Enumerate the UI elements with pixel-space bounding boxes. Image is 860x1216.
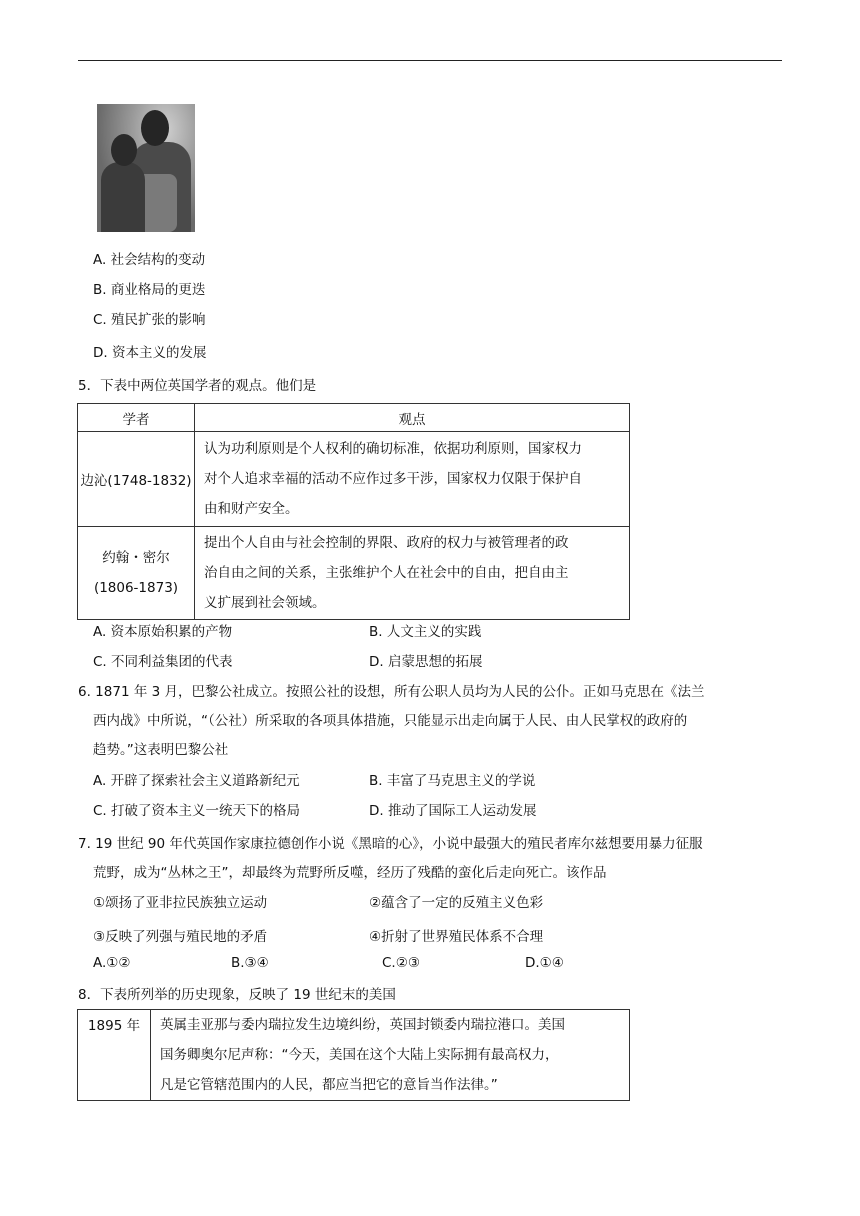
q5-row2-view-line: 提出个人自由与社会控制的界限、政府的权力与被管理者的政 — [204, 535, 569, 551]
q7-option-a: A.①② — [93, 955, 131, 971]
q4-option-a: A. 社会结构的变动 — [93, 252, 206, 268]
q6-option-d: D. 推动了国际工人运动发展 — [369, 803, 537, 819]
q5-row1-scholar: 边沁(1748-1832) — [78, 432, 195, 527]
q5-row1-view — [195, 432, 630, 527]
q5-row2-scholar-years: (1806-1873) — [93, 580, 179, 596]
q5-row2-scholar — [78, 527, 195, 620]
q6-stem-line: 6. 1871 年 3 月，巴黎公社成立。按照公社的设想，所有公职人员均为人民的公仆。正如马克思在《法兰 — [78, 684, 705, 700]
q6-stem-line: 趋势。”这表明巴黎公社 — [93, 742, 229, 758]
q8-table — [77, 1009, 630, 1101]
q5-option-c: C. 不同利益集团的代表 — [93, 654, 233, 670]
page-top-rule — [78, 60, 782, 61]
q8-content-line: 英属圭亚那与委内瑞拉发生边境纠纷，英国封锁委内瑞拉港口。美国 — [160, 1017, 565, 1033]
historical-photo — [97, 104, 195, 232]
q7-stem-line: 荒野，成为“丛林之王”，却最终为荒野所反噬，经历了残酷的蛮化后走向死亡。该作品 — [93, 865, 607, 881]
q5-row1-view-line: 由和财产安全。 — [204, 501, 299, 517]
q8-stem: 8．下表所列举的历史现象，反映了 19 世纪末的美国 — [78, 987, 396, 1003]
q5-option-a: A. 资本原始积累的产物 — [93, 624, 233, 640]
q6-option-b: B. 丰富了马克思主义的学说 — [369, 773, 536, 789]
q5-row2-view — [195, 527, 630, 620]
q7-option-b: B.③④ — [231, 955, 269, 971]
q4-option-d: D. 资本主义的发展 — [93, 345, 207, 361]
q6-option-a: A. 开辟了探索社会主义道路新纪元 — [93, 773, 300, 789]
q5-header-view: 观点 — [195, 404, 630, 432]
q5-row1-view-line: 对个人追求幸福的活动不应作过多干涉，国家权力仅限于保护自 — [204, 471, 582, 487]
q5-row2-view-line: 义扩展到社会领域。 — [204, 595, 326, 611]
q7-stem-line: 7. 19 世纪 90 年代英国作家康拉德创作小说《黑暗的心》，小说中最强大的殖民者库尔兹想要用暴力征服 — [78, 836, 703, 852]
q7-item-2: ②蕴含了一定的反殖主义色彩 — [369, 895, 544, 911]
q8-content — [151, 1010, 630, 1101]
q7-option-d: D.①④ — [525, 955, 564, 971]
q5-option-b: B. 人文主义的实践 — [369, 624, 482, 640]
q6-stem-line: 西内战》中所说，“（公社）所采取的各项具体措施，只能显示出走向属于人民、由人民掌权的政府的 — [93, 713, 688, 729]
q7-item-3: ③反映了列强与殖民地的矛盾 — [93, 929, 268, 945]
q5-header-scholar: 学者 — [78, 404, 195, 432]
q7-option-c: C.②③ — [382, 955, 420, 971]
q7-item-4: ④折射了世界殖民体系不合理 — [369, 929, 544, 945]
q6-option-c: C. 打破了资本主义一统天下的格局 — [93, 803, 301, 819]
q8-year: 1895 年 — [78, 1010, 151, 1101]
q7-item-1: ①颂扬了亚非拉民族独立运动 — [93, 895, 268, 911]
q4-option-b: B. 商业格局的更迭 — [93, 282, 206, 298]
q5-row1-view-line: 认为功利原则是个人权利的确切标准，依据功利原则，国家权力 — [204, 441, 582, 457]
q5-table — [77, 403, 630, 620]
q8-content-line: 国务卿奥尔尼声称：“今天，美国在这个大陆上实际拥有最高权力， — [160, 1047, 559, 1063]
q5-row2-view-line: 治自由之间的关系，主张维护个人在社会中的自由，把自由主 — [204, 565, 569, 581]
q5-option-d: D. 启蒙思想的拓展 — [369, 654, 483, 670]
q5-stem: 5．下表中两位英国学者的观点。他们是 — [78, 378, 317, 394]
q4-option-c: C. 殖民扩张的影响 — [93, 312, 206, 328]
q5-row2-scholar-name: 约翰・密尔 — [102, 550, 170, 566]
q8-content-line: 凡是它管辖范围内的人民，都应当把它的意旨当作法律。” — [160, 1077, 498, 1093]
